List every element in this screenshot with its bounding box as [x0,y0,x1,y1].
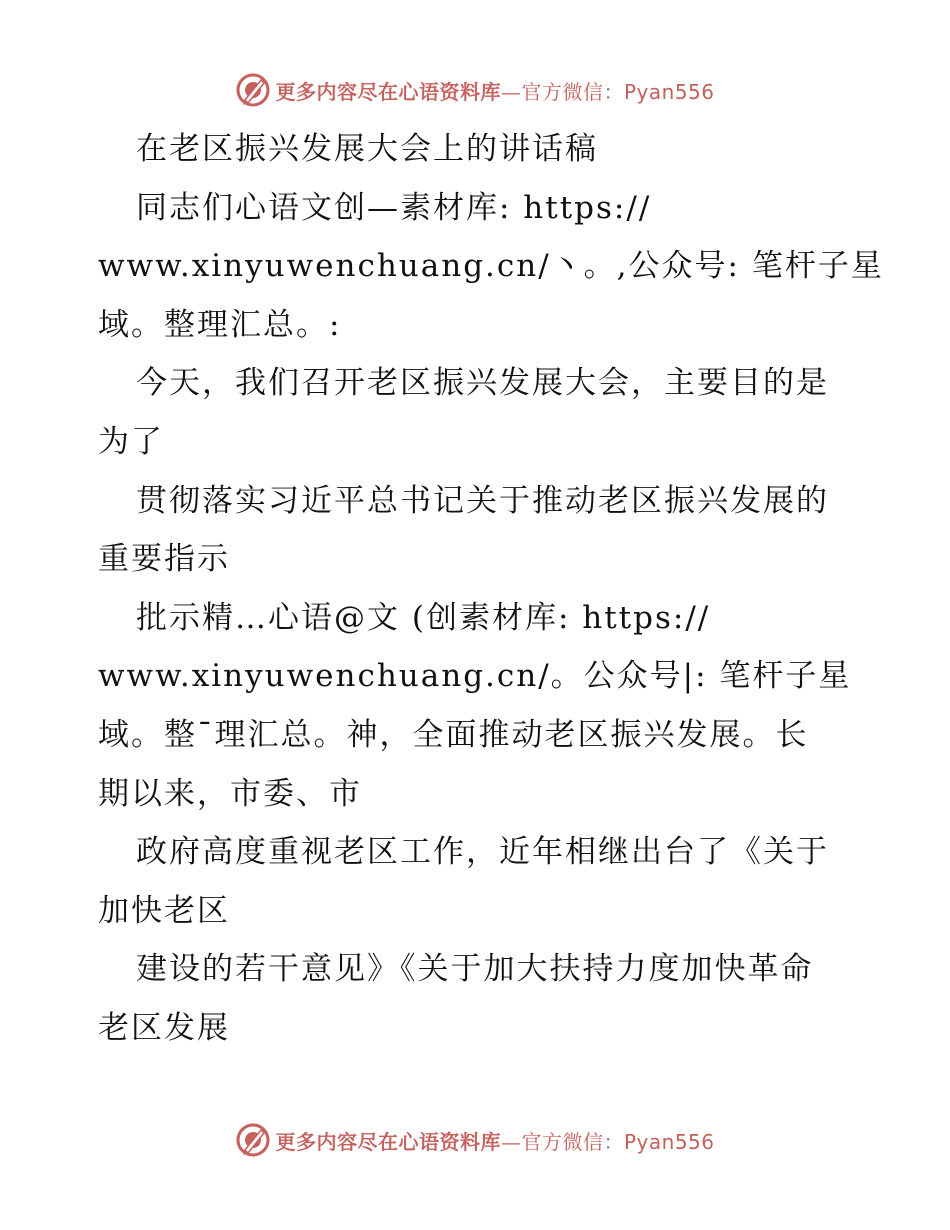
banner-slogan: 更多内容尽在心语资料库 [275,1129,501,1154]
banner-wechat-id: Pyan556 [623,79,715,104]
header-banner-text [275,76,714,105]
text-line: www.xinyuwenchuang.cn/。公众号|: 笔杆子星 [98,658,852,695]
text-line: www.xinyuwenchuang.cn/丶。,公众号: 笔杆子星 [98,248,884,285]
header-banner [0,70,950,110]
text-line: 域。整¯理汇总。神，全面推动老区振兴发展。长 [98,716,809,753]
banner-wechat-label: 官方微信： [521,1129,624,1154]
text-line: 期以来，市委、市 [98,775,362,812]
text-line: 贯彻落实习近平总书记关于推动老区振兴发展的 [136,482,829,519]
document-body [98,120,884,1058]
document-title: 在老区振兴发展大会上的讲话稿 [136,131,598,167]
pen-logo-icon [235,1122,271,1158]
text-line: 加快老区 [98,892,230,929]
banner-dash: — [500,1129,522,1154]
banner-wechat-label: 官方微信： [521,79,624,104]
text-line: 政府高度重视老区工作，近年相继出台了《关于 [136,834,829,871]
text-line: 建设的若干意见》《关于加大扶持力度加快革命 [136,951,814,988]
text-line: 重要指示 [98,541,230,578]
pen-logo-icon [235,72,271,108]
text-line: 老区发展 [98,1009,230,1046]
footer-banner [0,1120,950,1160]
text-line: 同志们心语文创—素材库: https:// [136,189,652,226]
text-line: 批示精…心语@文 (创素材库: https:// [136,599,711,636]
banner-slogan: 更多内容尽在心语资料库 [275,79,501,104]
text-line: 为了 [98,423,164,460]
text-line: 域。整理汇总。: [98,306,342,343]
banner-wechat-id: Pyan556 [623,1129,715,1154]
banner-dash: — [500,79,522,104]
footer-banner-text [275,1126,714,1155]
text-line: 今天，我们召开老区振兴发展大会，主要目的是 [136,365,829,402]
